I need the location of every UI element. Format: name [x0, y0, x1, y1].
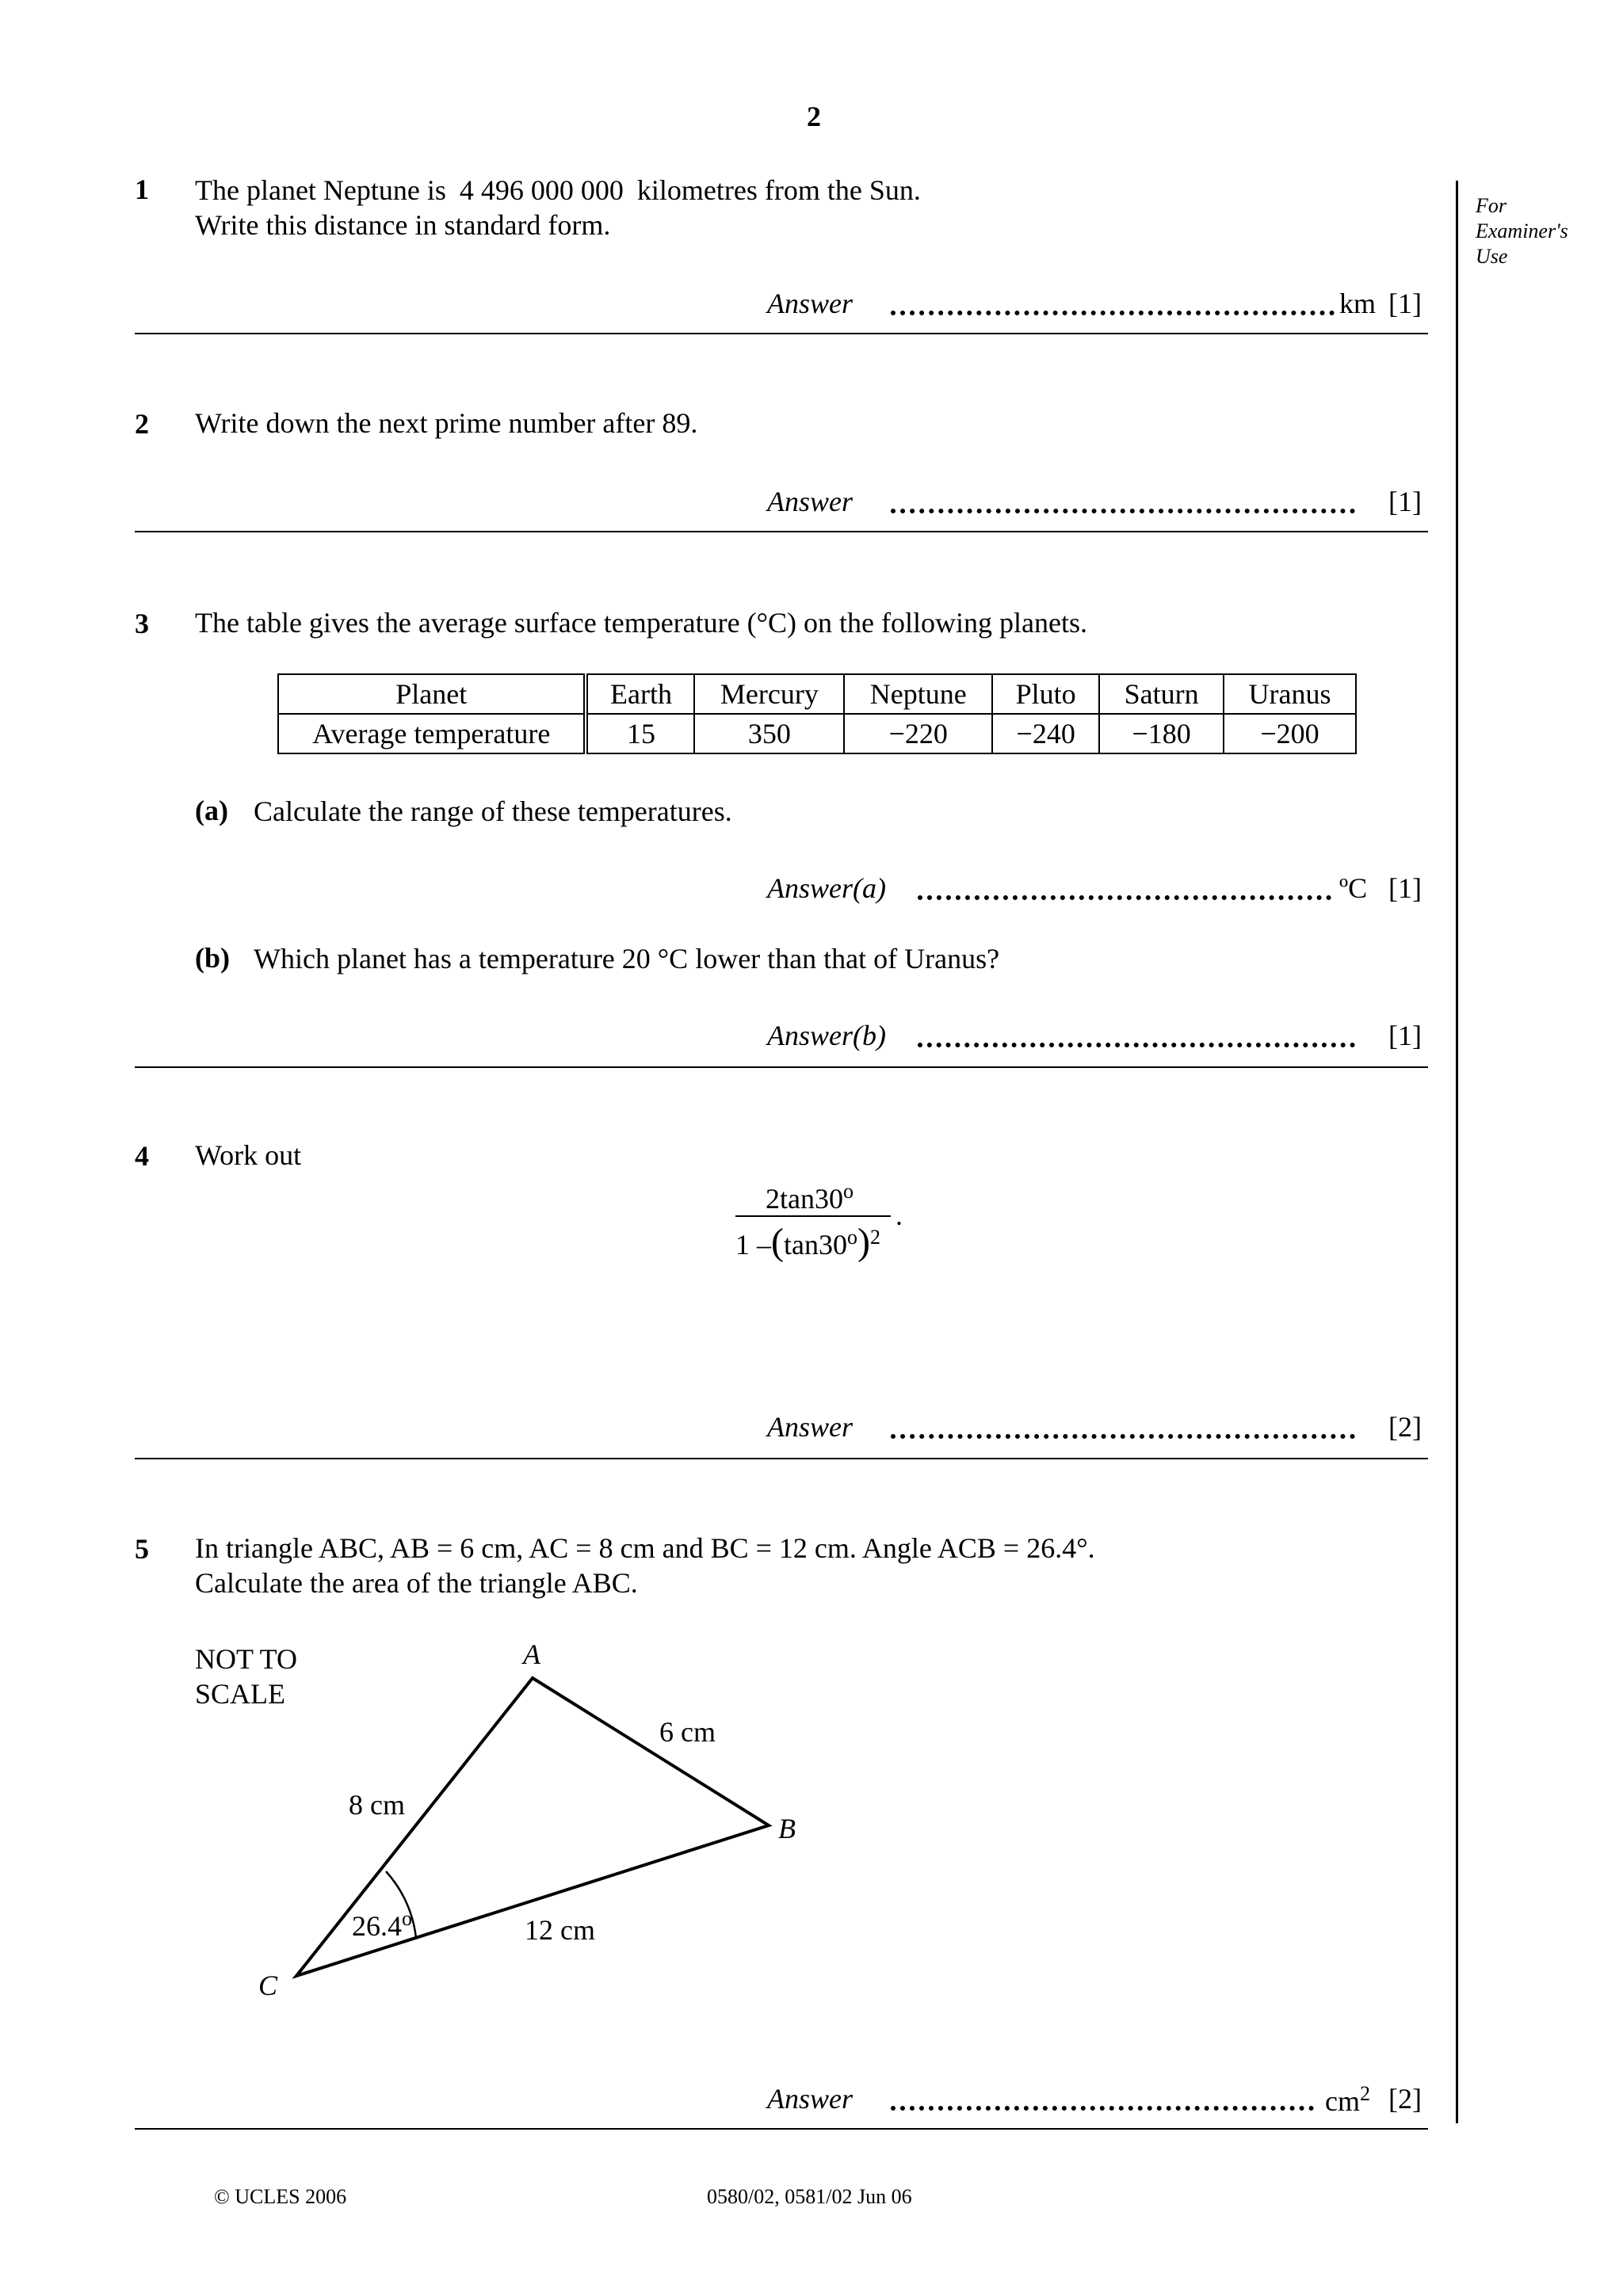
question-1-number: 1	[135, 174, 149, 205]
left-paren: (	[771, 1221, 784, 1263]
separator-5	[135, 2128, 1428, 2130]
angle-degree: o	[402, 1907, 412, 1930]
temperature-cell: −180	[1099, 714, 1224, 753]
question-4-number: 4	[135, 1140, 149, 1172]
question-3a-marks: [1]	[1388, 872, 1422, 904]
planet-cell: Pluto	[992, 674, 1099, 714]
question-3-text: The table gives the average surface temperature (°C) on the following planets.	[195, 607, 1087, 639]
question-4-marks: [2]	[1388, 1411, 1422, 1443]
answer-label-2: Answer	[767, 486, 853, 517]
angle-c-label	[352, 1901, 412, 1943]
part-a-label: (a)	[195, 795, 228, 826]
answer-label-5: Answer	[767, 2083, 853, 2115]
page-number: 2	[807, 101, 821, 132]
question-2-number: 2	[135, 408, 149, 440]
examiner-use-note: For Examiner's Use	[1476, 194, 1568, 268]
footer-copyright: © UCLES 2006	[214, 2185, 347, 2208]
denominator-degree: o	[846, 1226, 857, 1249]
row-header-temperature: Average temperature	[278, 714, 586, 753]
answer-line-5[interactable]	[891, 2106, 1314, 2111]
denominator-one-minus: 1 –	[735, 1229, 771, 1261]
answer-label-4: Answer	[767, 1411, 853, 1443]
denominator-power: 2	[869, 1226, 880, 1249]
temperature-cell: 15	[586, 714, 694, 753]
question-5-line-1: In triangle ABC, AB = 6 cm, AC = 8 cm and BC = 12 cm. Angle ACB = 26.4°.	[195, 1532, 1095, 1564]
temperature-cell: −240	[992, 714, 1099, 753]
row-header-planet: Planet	[278, 674, 586, 714]
part-b-label: (b)	[195, 942, 230, 974]
question-1-text-a: The planet Neptune is	[195, 174, 446, 206]
planet-cell: Mercury	[694, 674, 844, 714]
planet-cell: Uranus	[1224, 674, 1356, 714]
degree-symbol: o	[842, 1180, 854, 1203]
question-2-text: Write down the next prime number after 89.	[195, 407, 698, 439]
not-to-scale-line-2: SCALE	[195, 1678, 286, 1710]
not-to-scale-line-1: NOT TO	[195, 1643, 298, 1675]
neptune-distance: 4 496 000 000	[459, 174, 624, 206]
answer-label-3a: Answer(a)	[767, 872, 886, 904]
question-5-marks: [2]	[1388, 2083, 1422, 2115]
question-5-unit	[1325, 2082, 1370, 2118]
numerator-text: 2tan30	[766, 1183, 843, 1215]
footer-paper-code: 0580/02, 0581/02 Jun 06	[707, 2185, 912, 2208]
unit-cm: cm	[1325, 2085, 1360, 2117]
answer-label-3b: Answer(b)	[767, 1020, 886, 1051]
denominator-tan: tan30	[783, 1229, 847, 1261]
part-a-text: Calculate the range of these temperatures.	[254, 795, 732, 827]
question-1-marks: [1]	[1388, 288, 1422, 319]
question-1-line-2: Write this distance in standard form.	[195, 209, 611, 241]
planet-cell: Saturn	[1099, 674, 1224, 714]
question-3b-marks: [1]	[1388, 1020, 1422, 1051]
question-1-unit: km	[1339, 288, 1377, 319]
vertex-b-label: B	[778, 1813, 796, 1844]
vertex-a-label: A	[523, 1638, 540, 1670]
question-2-marks: [1]	[1388, 486, 1422, 517]
side-ab-label: 6 cm	[659, 1716, 716, 1748]
fraction-period: .	[896, 1199, 903, 1231]
question-5-line-2: Calculate the area of the triangle ABC.	[195, 1567, 638, 1599]
answer-label-1: Answer	[767, 288, 853, 319]
side-bc-label: 12 cm	[525, 1914, 595, 1946]
unit-power: 2	[1359, 2082, 1370, 2105]
side-ac-label: 8 cm	[349, 1789, 405, 1821]
angle-value: 26.4	[352, 1910, 402, 1942]
question-3-number: 3	[135, 608, 149, 639]
temperature-cell: −200	[1224, 714, 1356, 753]
planet-cell: Neptune	[844, 674, 992, 714]
question-5-number: 5	[135, 1533, 149, 1565]
part-b-text: Which planet has a temperature 20 °C lower than that of Uranus?	[254, 943, 1000, 974]
question-1-text-b: kilometres from the Sun.	[636, 174, 921, 206]
temperature-cell: −220	[844, 714, 992, 753]
question-4-text: Work out	[195, 1139, 302, 1171]
right-paren: )	[857, 1221, 870, 1263]
vertex-c-label: C	[258, 1970, 278, 2001]
temperature-cell: 350	[694, 714, 844, 753]
question-3a-unit: ºC	[1339, 872, 1368, 904]
planet-cell: Earth	[586, 674, 694, 714]
